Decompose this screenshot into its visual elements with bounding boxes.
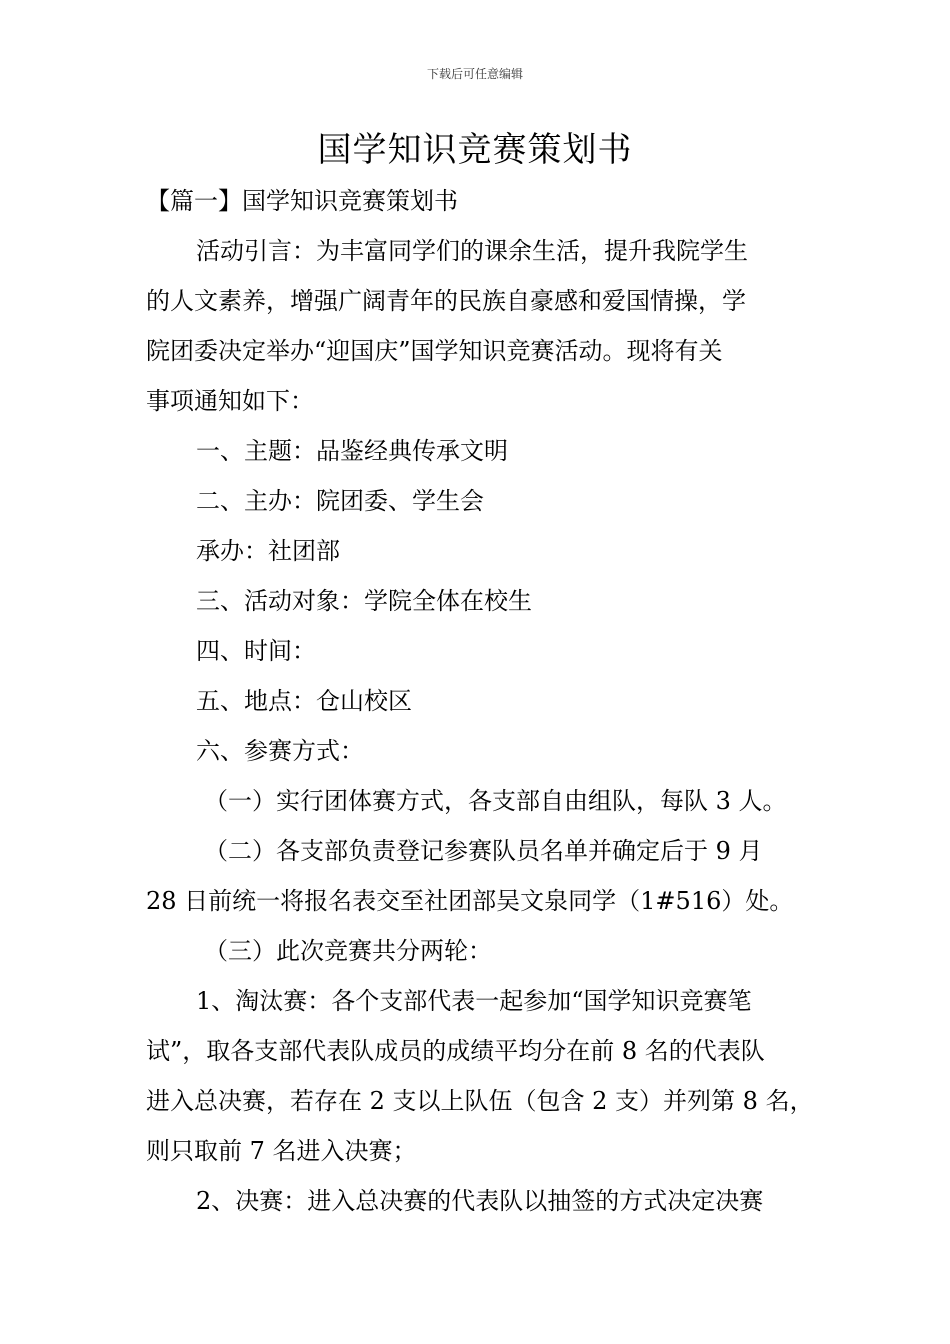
paragraph-line: 进入总决赛，若存在 2 支以上队伍（包含 2 支）并列第 8 名， [146, 1087, 814, 1115]
paragraph-line: 院团委决定举办“迎国庆”国学知识竞赛活动。现将有关 [146, 337, 723, 365]
page-header-note: 下载后可任意编辑 [426, 67, 523, 81]
document-body [146, 176, 826, 1226]
paragraph-line: 五、地点：仓山校区 [196, 687, 412, 715]
paragraph-line: 1、淘汰赛：各个支部代表一起参加“国学知识竞赛笔 [196, 987, 752, 1015]
paragraph-line: 事项通知如下： [146, 387, 314, 415]
paragraph-line: 承办：社团部 [196, 537, 340, 565]
paragraph-line: 六、参赛方式： [196, 737, 364, 765]
paragraph-line: 则只取前 7 名进入决赛； [146, 1137, 417, 1165]
paragraph-line: （三）此次竞赛共分两轮： [204, 937, 492, 965]
paragraph-line: 2、决赛：进入总决赛的代表队以抽签的方式决定决赛 [196, 1187, 764, 1215]
paragraph-line: 28 日前统一将报名表交至社团部吴文泉同学（1#516）处。 [146, 887, 794, 915]
paragraph-line: 的人文素养，增强广阔青年的民族自豪感和爱国情操，学 [146, 287, 746, 315]
section-heading: 【篇一】国学知识竞赛策划书 [146, 187, 458, 215]
paragraph-line: 活动引言：为丰富同学们的课余生活，提升我院学生 [196, 237, 748, 265]
paragraph-line: （一）实行团体赛方式，各支部自由组队，每队 3 人。 [204, 787, 787, 815]
paragraph-line: 试”，取各支部代表队成员的成绩平均分在前 8 名的代表队 [146, 1037, 765, 1065]
paragraph-line: （二）各支部负责登记参赛队员名单并确定后于 9 月 [204, 837, 763, 865]
paragraph-line: 一、主题：品鉴经典传承文明 [196, 437, 508, 465]
paragraph-line: 四、时间： [196, 637, 316, 665]
paragraph-line: 二、主办：院团委、学生会 [196, 487, 484, 515]
document-title: 国学知识竞赛策划书 [317, 130, 633, 170]
paragraph-line: 三、活动对象：学院全体在校生 [196, 587, 532, 615]
